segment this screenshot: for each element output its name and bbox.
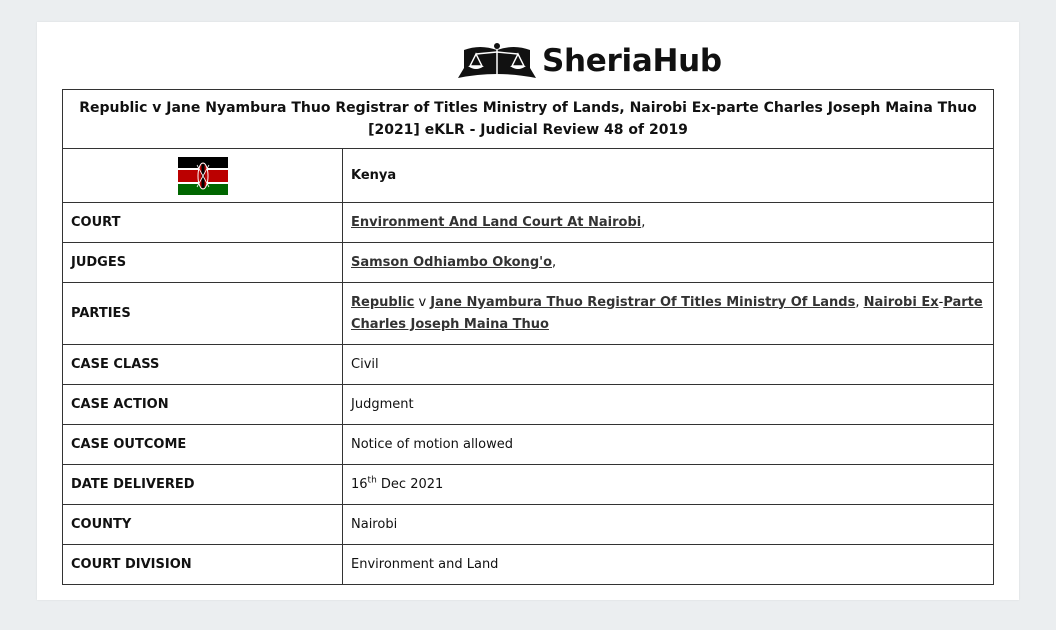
judge-link[interactable]: Samson Odhiambo Okong'o [351,254,553,270]
judges-row [63,243,994,283]
judges-separator: , [552,254,557,270]
judges-label: JUDGES [63,243,343,283]
parties-dash: - [938,294,944,310]
case-action-label: CASE ACTION [63,385,343,425]
court-link[interactable]: Environment And Land Court At Nairobi [351,214,642,230]
case-class-value: Civil [343,345,994,385]
title-row [63,90,994,149]
court-row [63,203,994,243]
case-class-label: CASE CLASS [63,345,343,385]
date-rest: Dec 2021 [380,476,444,492]
party-link-respondent[interactable]: Jane Nyambura Thuo Registrar Of Titles Ministry Of Lands [430,294,856,310]
date-day: 16 [351,476,368,492]
court-value-cell [343,203,994,243]
case-action-row [63,385,994,425]
case-outcome-row [63,425,994,465]
case-action-value: Judgment [343,385,994,425]
date-delivered-label: DATE DELIVERED [63,465,343,505]
court-label: COURT [63,203,343,243]
county-row [63,505,994,545]
brand-name: SheriaHub [542,43,722,79]
parties-row [63,283,994,345]
party-link-applicant[interactable]: Charles Joseph Maina Thuo [351,316,549,332]
case-outcome-value: Notice of motion allowed [343,425,994,465]
scales-of-justice-icon [456,40,538,82]
country-name: Kenya [343,149,994,203]
party-link-parte[interactable]: Parte [943,294,983,310]
date-suffix: th [367,475,377,486]
county-label: COUNTY [63,505,343,545]
case-info-table [62,89,994,585]
parties-comma: , [855,294,860,310]
kenya-flag-icon [178,157,228,195]
judges-value-cell [343,243,994,283]
date-delivered-value [343,465,994,505]
court-division-value: Environment and Land [343,545,994,585]
country-row [63,149,994,203]
case-outcome-label: CASE OUTCOME [63,425,343,465]
party-link-nairobi-ex[interactable]: Nairobi Ex [863,294,939,310]
brand-logo[interactable] [456,38,722,84]
parties-value-cell [343,283,994,345]
date-delivered-row [63,465,994,505]
parties-label: PARTIES [63,283,343,345]
flag-cell [63,149,343,203]
court-separator: , [641,214,646,230]
case-title: Republic v Jane Nyambura Thuo Registrar of Titles Ministry of Lands, Nairobi Ex-parte Charles Joseph Maina Thuo [2021] eKLR - Judicial Review 48 of 2019 [63,90,994,149]
case-class-row [63,345,994,385]
court-division-row [63,545,994,585]
party-link-republic[interactable]: Republic [351,294,415,310]
versus-text: v [418,294,427,310]
court-division-label: COURT DIVISION [63,545,343,585]
county-value: Nairobi [343,505,994,545]
